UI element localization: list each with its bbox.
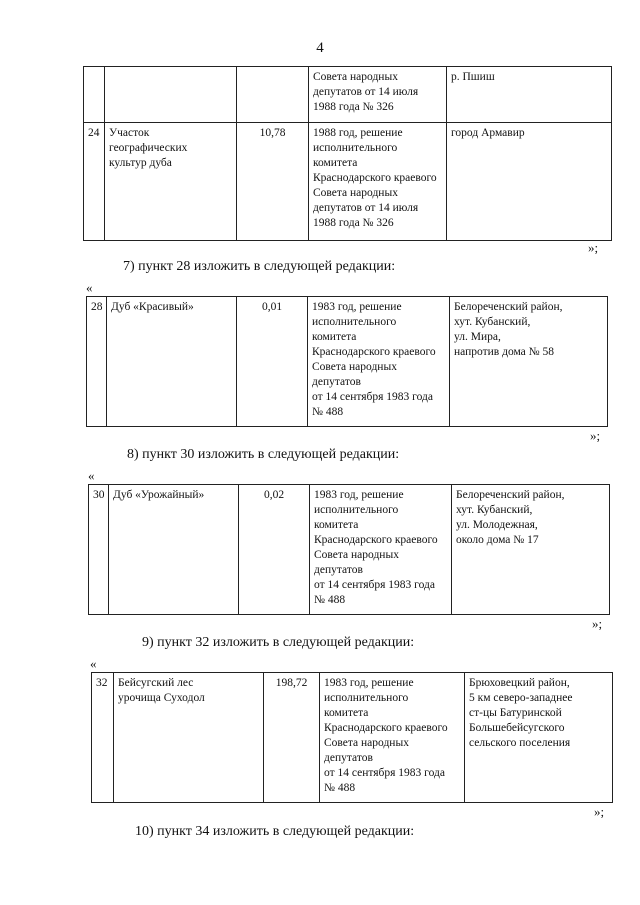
table-row (84, 123, 612, 241)
decision-basis: 1983 год, решение исполнительного комитета Краснодарского краевого Совета народных депутатов от 14 сентября 1983 года № 488 (310, 485, 452, 615)
object-location: Белореченский район, хут. Кубанский, ул. Молодежная, около дома № 17 (452, 485, 610, 615)
table-item-30 (88, 484, 610, 615)
row-number: 32 (92, 673, 114, 803)
table-row (84, 67, 612, 123)
object-area: 198,72 (264, 673, 320, 803)
object-area (237, 67, 309, 123)
decision-basis: 1983 год, решение исполнительного комитета Краснодарского краевого Совета народных депутатов от 14 сентября 1983 года № 488 (320, 673, 465, 803)
object-name: Дуб «Красивый» (107, 297, 237, 427)
table-row (89, 485, 610, 615)
object-area: 0,01 (237, 297, 308, 427)
row-number: 24 (84, 123, 105, 241)
table-row (92, 673, 613, 803)
table-row (87, 297, 608, 427)
row-number: 28 (87, 297, 107, 427)
amendment-item-9: 9) пункт 32 изложить в следующей редакции: (142, 635, 415, 650)
decision-basis: Совета народных депутатов от 14 июля 1988 года № 326 (309, 67, 447, 123)
amendment-item-10: 10) пункт 34 изложить в следующей редакции: (135, 824, 415, 839)
amendment-item-8: 8) пункт 30 изложить в следующей редакции: (127, 447, 400, 462)
decision-basis: 1983 год, решение исполнительного комитета Краснодарского краевого Совета народных депутатов от 14 сентября 1983 года № 488 (308, 297, 450, 427)
closing-quote: »; (592, 616, 603, 631)
page-number: 4 (316, 40, 324, 56)
table-item-32 (91, 672, 613, 803)
closing-quote: »; (594, 804, 605, 819)
table-continuation (83, 66, 612, 241)
row-number: 30 (89, 485, 109, 615)
object-name (105, 67, 237, 123)
table-item-28 (86, 296, 608, 427)
closing-quote: »; (588, 240, 599, 255)
amendment-item-7: 7) пункт 28 изложить в следующей редакции: (123, 259, 396, 274)
object-location: город Армавир (447, 123, 612, 241)
closing-quote: »; (590, 428, 601, 443)
object-area: 10,78 (237, 123, 309, 241)
opening-quote: « (86, 280, 93, 295)
object-name: Бейсугский лес урочища Суходол (114, 673, 264, 803)
opening-quote: « (88, 468, 95, 483)
row-number (84, 67, 105, 123)
object-location: р. Пшиш (447, 67, 612, 123)
object-location: Белореченский район, хут. Кубанский, ул. Мира, напротив дома № 58 (450, 297, 608, 427)
object-name: Участок географических культур дуба (105, 123, 237, 241)
object-location: Брюховецкий район, 5 км северо-западнее ст-цы Батуринской Большебейсугского сельского поселения (465, 673, 613, 803)
opening-quote: « (90, 656, 97, 671)
object-name: Дуб «Урожайный» (109, 485, 239, 615)
object-area: 0,02 (239, 485, 310, 615)
decision-basis: 1988 год, решение исполнительного комитета Краснодарского краевого Совета народных депутатов от 14 июля 1988 года № 326 (309, 123, 447, 241)
